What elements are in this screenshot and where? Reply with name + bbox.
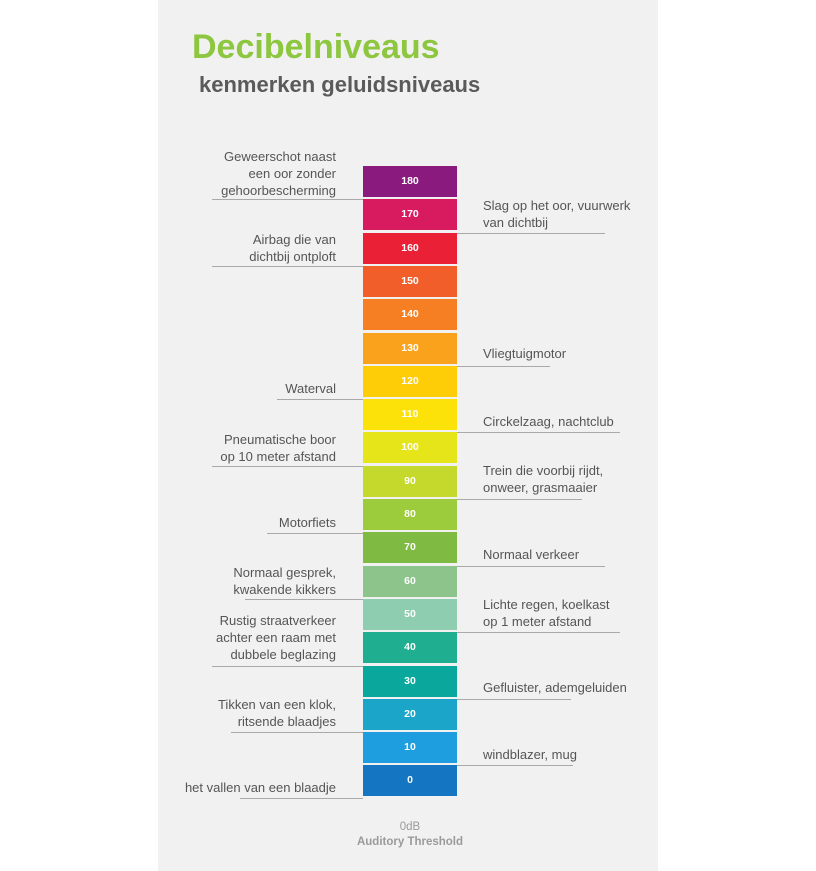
segment-value: 30 [404,674,416,687]
scale-segment-40 [363,632,457,663]
segment-value: 150 [401,274,419,287]
segment-value: 70 [404,541,416,554]
leader-line [457,432,620,433]
leader-line [457,632,620,633]
right-label: windblazer, mug [483,747,577,762]
leader-line [212,266,363,267]
scale-segment-130 [363,333,457,364]
scale-segment-80 [363,499,457,530]
scale-segment-90 [363,466,457,497]
decibel-scale [363,166,457,799]
leader-line [457,499,582,500]
left-label: Waterval [285,381,336,396]
page-subtitle: kenmerken geluidsniveaus [199,72,481,97]
segment-value: 140 [401,308,419,321]
left-label: Rustig straatverkeer achter een raam met dubbele beglazing [216,613,336,662]
scale-segment-110 [363,399,457,430]
scale-segment-60 [363,566,457,597]
right-label: Gefluister, ademgeluiden [483,680,627,695]
left-label: Pneumatische boor op 10 meter afstand [220,432,336,464]
scale-segment-0 [363,765,457,796]
segment-value: 180 [401,175,419,187]
right-label: Slag op het oor, vuurwerk van dichtbij [483,198,631,230]
leader-line [231,732,363,733]
segment-value: 60 [404,574,416,587]
scale-segment-20 [363,699,457,730]
right-label: Vliegtuigmotor [483,346,567,361]
leader-line [457,233,605,234]
scale-segment-160 [363,233,457,264]
scale-segment-180 [363,166,457,197]
scale-segment-50 [363,599,457,630]
segment-value: 100 [401,441,419,454]
segment-value: 110 [401,408,419,421]
scale-segment-120 [363,366,457,397]
segment-value: 10 [404,741,416,754]
leader-line [212,466,363,467]
leader-line [267,533,363,534]
leader-line [457,699,571,700]
leader-line [277,399,363,400]
scale-segment-70 [363,532,457,563]
leader-line [457,566,605,567]
left-label: Geweerschot naast een oor zonder gehoorbescherming [221,149,336,198]
right-label: Trein die voorbij rijdt, onweer, grasmaaier [483,463,604,495]
scale-segment-100 [363,432,457,463]
left-label: Tikken van een klok, ritsende blaadjes [217,697,336,729]
scale-segment-10 [363,732,457,763]
left-label: Normaal gesprek, kwakende kikkers [233,565,336,597]
leader-line [212,199,363,200]
leader-line [245,599,363,600]
leader-line [240,798,363,799]
segment-value: 130 [401,341,419,354]
segment-value: 90 [404,474,416,487]
segment-value: 20 [404,707,416,720]
right-label: Normaal verkeer [483,547,580,562]
threshold-value: 0dB [399,821,421,833]
scale-segment-150 [363,266,457,297]
scale-segment-140 [363,299,457,330]
scale-segment-170 [363,199,457,230]
segment-value: 120 [401,374,419,387]
segment-value: 170 [401,208,419,221]
left-label: het vallen van een blaadje [184,780,336,795]
segment-value: 160 [401,241,419,254]
segment-value: 40 [404,641,416,654]
right-label: Circkelzaag, nachtclub [483,414,614,429]
segment-value: 80 [404,508,416,520]
right-label: Lichte regen, koelkast op 1 meter afstand [483,597,610,629]
segment-value: 0 [407,774,413,787]
left-label: Airbag die van dichtbij ontploft [249,232,336,264]
leader-line [457,765,573,766]
page-title: Decibelniveaus [192,28,440,66]
threshold-caption: Auditory Threshold [356,836,464,848]
left-label: Motorfiets [278,515,336,530]
leader-line [457,366,550,367]
scale-segment-30 [363,666,457,697]
segment-value: 50 [404,607,416,620]
leader-line [212,666,363,667]
